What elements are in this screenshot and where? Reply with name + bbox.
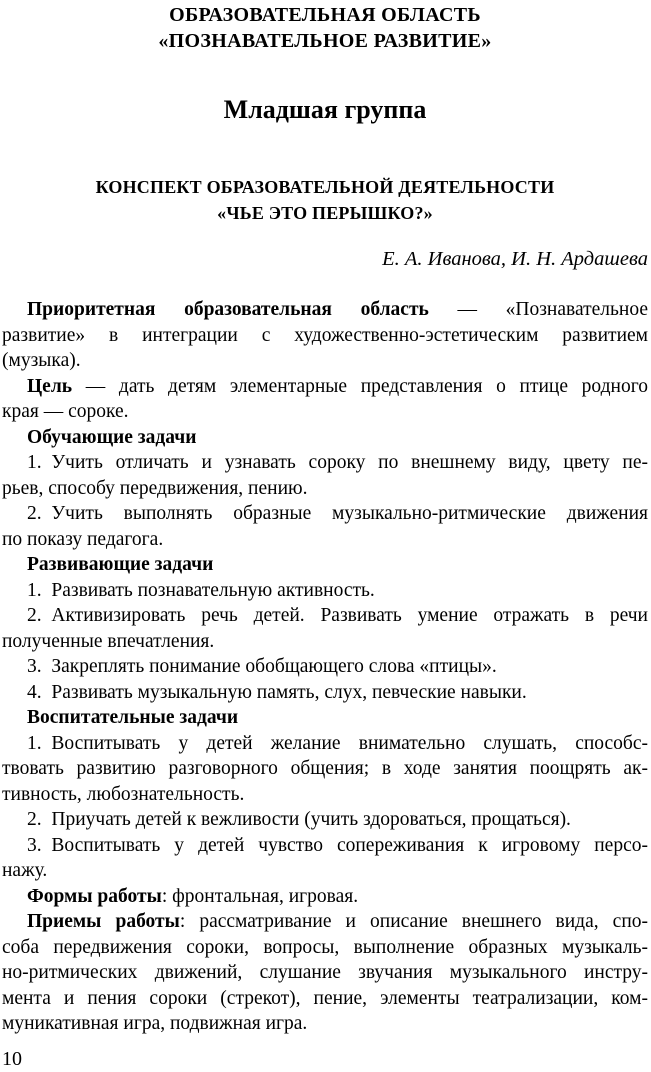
text-line — [2, 603, 648, 629]
text-line — [2, 578, 648, 604]
text-segment: 2. Приучать детей к вежливости (учить здороваться, прощаться). — [27, 809, 571, 830]
section-title-line1: ОБРАЗОВАТЕЛЬНАЯ ОБЛАСТЬ — [169, 4, 481, 26]
text-line — [2, 425, 648, 451]
text-line — [2, 986, 648, 1012]
text-segment: соба передвижения сороки, вопросы, выполнение образных музыкаль- — [2, 936, 648, 958]
text-line — [2, 731, 648, 757]
text-segment: (музыка). — [2, 350, 81, 371]
text-segment: 1. Учить отличать и узнавать сороку по внешнему виду, цвету пе- — [27, 452, 648, 473]
text-segment: 1. Развивать познавательную активность. — [27, 579, 375, 601]
text-segment: по показу педагога. — [2, 528, 164, 550]
body-text — [2, 297, 648, 1037]
text-line — [2, 1011, 648, 1037]
text-segment: 3. Воспитывать у детей чувство сопереживания к игровому персо- — [27, 834, 648, 856]
text-segment: : фронтальная, игровая. — [161, 885, 359, 907]
text-line — [2, 858, 648, 884]
lesson-title — [2, 174, 648, 226]
text-line — [2, 323, 648, 349]
text-segment: твовать развитию разговорного общения; в ходе занятия поощрять ак- — [2, 758, 648, 779]
text-line — [2, 450, 648, 476]
text-line — [2, 909, 648, 935]
text-segment: края — сороке. — [2, 401, 129, 422]
text-segment: тивность, любознательность. — [2, 783, 245, 805]
text-segment: муникативная игра, подвижная игра. — [2, 1013, 308, 1034]
text-line — [2, 935, 648, 961]
lesson-title-line1: КОНСПЕКТ ОБРАЗОВАТЕЛЬНОЙ ДЕЯТЕЛЬНОСТИ — [95, 177, 555, 197]
text-line — [2, 680, 648, 706]
text-line — [2, 833, 648, 859]
text-line — [2, 960, 648, 986]
text-line — [2, 297, 648, 323]
text-line — [2, 654, 648, 680]
text-segment: полученные впечатления. — [2, 630, 215, 652]
authors-byline: Е. А. Иванова, И. Н. Ардашева — [382, 248, 648, 270]
text-segment: нажу. — [2, 860, 48, 881]
text-line — [2, 807, 648, 833]
text-line — [2, 374, 648, 400]
text-segment: — дать детям элементарные представления о птице родного — [72, 375, 648, 397]
text-line — [2, 476, 648, 502]
text-segment: 2. Активизировать речь детей. Развивать умение отражать в речи — [27, 605, 648, 626]
bold-term: Воспитательные задачи — [27, 707, 239, 728]
text-segment: 1. Воспитывать у детей желание внимательно слушать, способс- — [27, 732, 648, 754]
text-line — [2, 629, 648, 655]
bold-term: Обучающие задачи — [27, 426, 197, 448]
text-segment: но-ритмических движений, слушание звучания музыкального инстру- — [2, 962, 648, 983]
bold-term: Приемы работы — [27, 911, 180, 932]
group-title: Младшая группа — [223, 95, 427, 124]
bold-term: Формы работы — [27, 885, 162, 907]
text-segment: : рассматривание и описание внешнего вида, спо- — [179, 911, 648, 932]
text-segment: 4. Развивать музыкальную память, слух, певческие навыки. — [27, 681, 527, 703]
bold-term: Развивающие задачи — [27, 554, 214, 575]
text-line — [2, 705, 648, 731]
section-title — [2, 2, 648, 54]
page-number: 10 — [2, 1047, 22, 1070]
text-line — [2, 399, 648, 425]
text-line — [2, 884, 648, 910]
lesson-title-line2: «ЧЬЕ ЭТО ПЕРЫШКО?» — [217, 203, 433, 223]
bold-term: Приоритетная образовательная область — [27, 299, 429, 320]
text-line — [2, 782, 648, 808]
text-line — [2, 552, 648, 578]
bold-term: Цель — [27, 375, 73, 397]
text-line — [2, 756, 648, 782]
text-segment: развитие» в интеграции с художественно-эстетическим развитием — [2, 324, 648, 346]
section-title-line2: «ПОЗНАВАТЕЛЬНОЕ РАЗВИТИЕ» — [158, 30, 492, 52]
text-segment: мента и пения сороки (стрекот), пение, элементы театрализации, ком- — [2, 987, 648, 1009]
text-segment: 3. Закреплять понимание обобщающего слова «птицы». — [27, 656, 497, 677]
text-line — [2, 501, 648, 527]
text-line — [2, 348, 648, 374]
text-segment: рьев, способу передвижения, пению. — [2, 477, 308, 499]
text-segment: — «Познавательное — [428, 299, 648, 320]
text-line — [2, 527, 648, 553]
text-segment: 2. Учить выполнять образные музыкально-ритмические движения — [27, 503, 648, 524]
